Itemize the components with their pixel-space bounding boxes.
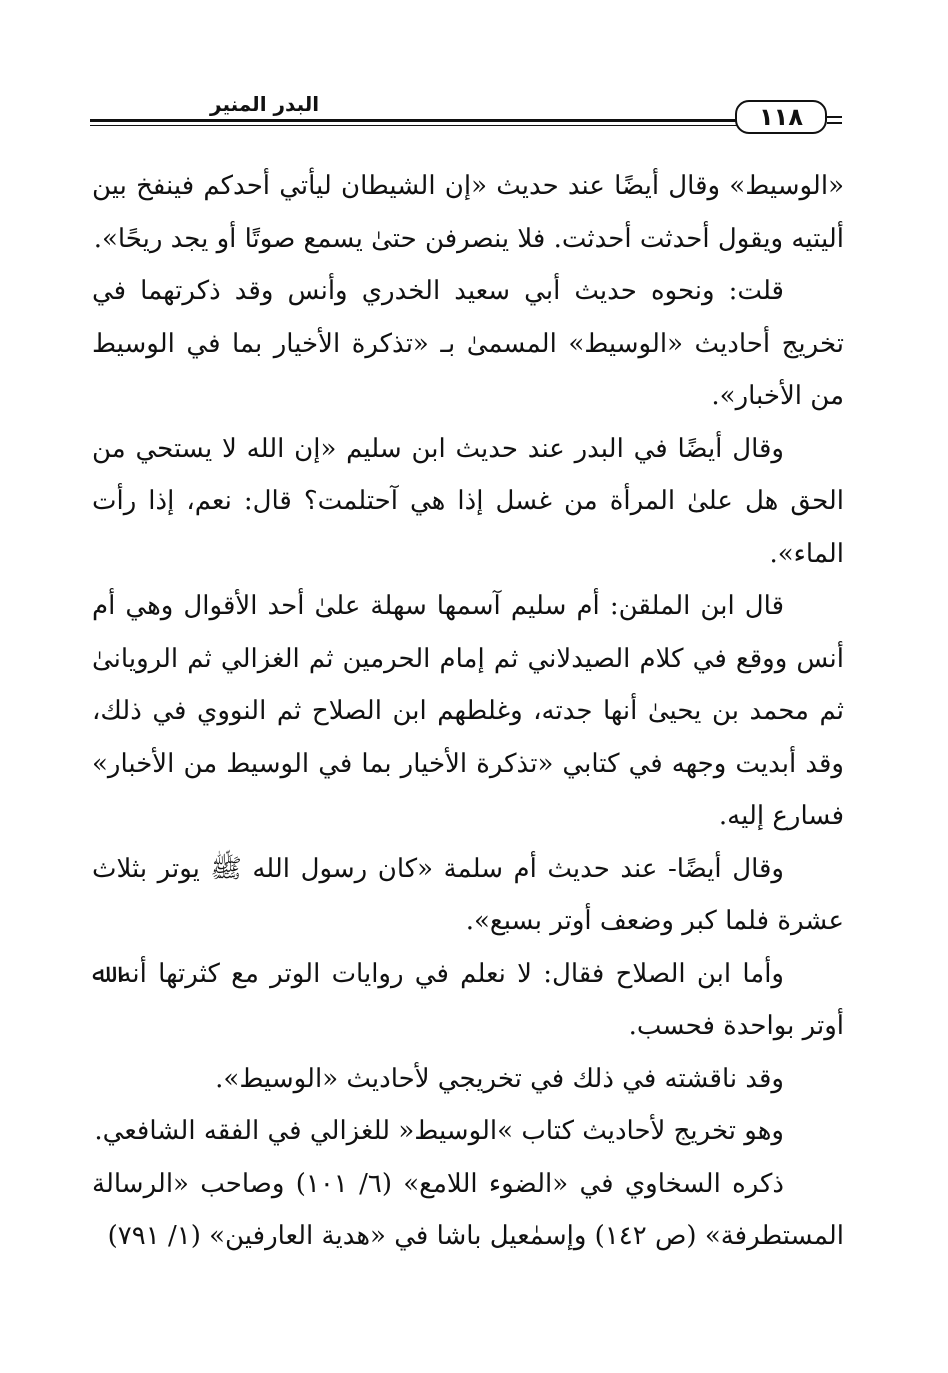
paragraph-3: وقال أيضًا في البدر عند حديث ابن سليم «إن الله لا يستحي من الحق هل علىٰ المرأة من غسل إذا هي آحتلمت؟ قال: نعم، إذا رأت الماء». [92,433,844,569]
paragraph-8: وهو تخريج لأحاديث كتاب »الوسيط« للغزالي في الفقه الشافعي. [94,1116,784,1146]
main-text [92,160,844,1263]
header-rule-thin [90,125,740,126]
page-number: ١١٨ [735,100,827,134]
paragraph-6: وأما ابن الصلاح فقال: لا نعلم في روايات الوتر مع كثرتها أنه ﷲ أوتر بواحدة فحسب. [92,958,844,1041]
header-rule-right [827,116,842,118]
paragraph-9: ذكره السخاوي في «الضوء اللامع» (٦/ ١٠١) وصاحب «الرسالة المستطرفة» (ص ١٤٢) وإسمٰعيل باشا في «هدية العارفين» (١/ ٧٩١) [92,1168,844,1251]
paragraph-7: وقد ناقشته في ذلك في تخريجي لأحاديث «الوسيط». [215,1063,784,1094]
running-title: البدر المنير [210,92,320,116]
page-header [90,92,842,136]
header-rule [90,119,740,122]
paragraph-5: وقال أيضًا- عند حديث أم سلمة «كان رسول الله ﷺ يوتر بثلاث عشرة فلما كبر وضعف أوتر بسبع». [92,853,844,936]
paragraph-4: قال ابن الملقن: أم سليم آسمها سهلة علىٰ أحد الأقوال وهي أم أنس ووقع في كلام الصيدلاني ثم إمام الحرمين ثم الغزالي ثم الرويانىٰ ثم محمد بن يحيىٰ أنها جدته، وغلطهم ابن الصلاح ثم النووي في ذلك، وقد أبديت وجهه في كتابي «تذكرة الأخيار بما في الوسيط من الأخبار» فسارع إليه. [92,591,844,831]
paragraph-2: قلت: ونحوه حديث أبي سعيد الخدري وأنس وقد ذكرتهما في تخريج أحاديث «الوسيط» المسمىٰ بـ «تذكرة الأخيار بما في الوسيط من الأخبار». [92,276,845,411]
paragraph-1: «الوسيط» وقال أيضًا عند حديث «إن الشيطان ليأتي أحدكم فينفخ بين أليتيه ويقول أحدثت أحدثت. فلا ينصرفن حتىٰ يسمع صوتًا أو يجد ريحًا». [92,171,844,254]
